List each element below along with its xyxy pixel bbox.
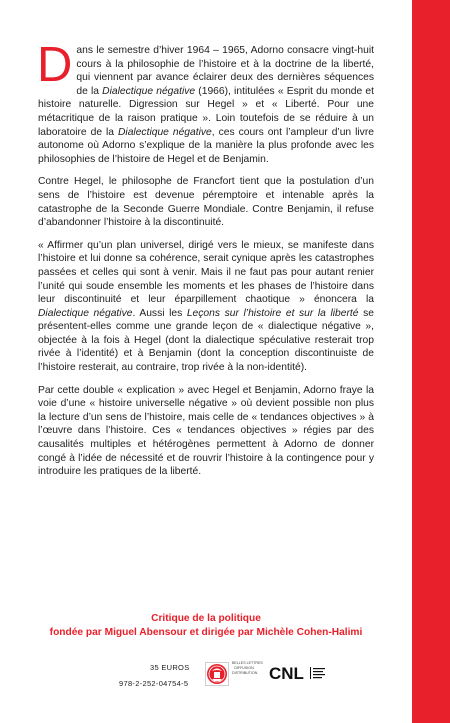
publisher-seal-icon	[205, 662, 229, 686]
collection-credit	[0, 612, 412, 640]
blurb-text	[37, 38, 374, 488]
paragraph-3: « Affirmer qu’un plan universel, dirigé vers le mieux, se manifeste dans l’histoire et lui donne sa cohérence, serait cynique après les catastrophes passées et celles qui sont à venir. Mais il ne faut pas pour autant renier l’unité qui soude ensemble les moments et les phases de l’histoire dans leur discontinuité et leur éparpillement chaotique » énoncera la Dialectique négative. Aussi les Leçons sur l’histoire et sur la liberté se présentent-elles comme une grande leçon de « dialectique négative », objectée à la fois à Hegel (dont la dialectique spéculative resterait trop rivée à l’identité) et à Benjamin (dont la conception discontinuiste de l’histoire resterait, au contraire, trop rivée à la non-identité).	[38, 239, 374, 374]
paragraph-1: Dans le semestre d’hiver 1964 – 1965, Adorno consacre vingt-huit cours à la philosophie de l’histoire et à la doctrine de la liberté, qui viennent par avance éclairer deux des dernières séquences de la Dialectique négative (1966), intitulées « Esprit du monde et histoire naturelle. Digression sur Hegel » et « Liberté. Pour une métacritique de la raison pratique ». Loin toutefois de se réduire à un laboratoire de la Dialectique négative, ces cours ont l’ampleur d’un livre autonome où Adorno s’explique de la manière la plus profonde avec les philosophies de l’histoire de Hegel et de Benjamin.	[37, 38, 374, 165]
collection-title: Critique de la politique	[151, 613, 261, 624]
paragraph-2: Contre Hegel, le philosophe de Francfort tient que la postulation d’un sens de l’histoire est devenue péremptoire et intenable après la catastrophe de la Seconde Guerre Mondiale. Contre Benjamin, il refuse d’abandonner l’histoire à la discontinuité.	[38, 176, 374, 229]
collection-editors: fondée par Miguel Abensour et dirigée par Michèle Cohen-Halimi	[49, 627, 363, 638]
isbn: 978-2-252-04754-5	[119, 679, 189, 688]
drop-cap: D	[37, 38, 73, 92]
svg-text:CNL: CNL	[269, 664, 304, 683]
distributor-mark: BELLES LETTRES DIFFUSION DISTRIBUTION	[232, 661, 263, 675]
paragraph-4: Par cette double « explication » avec Hegel et Benjamin, Adorno fraye la voie d’une « histoire universelle négative » où devient possible non plus la lecture d’un sens de l’histoire, mais celle de « tendances objectives » à l’œuvre dans l’histoire. Ces « tendances objectives » régies par des causalités multiples et hétérogènes permettent à Adorno de donner congé à l’idée de nécessité et de rouvrir l’histoire à la contingence pour y introduire les pratiques de la liberté.	[38, 384, 374, 478]
red-side-band	[412, 0, 450, 723]
cnl-logo	[268, 663, 328, 683]
price: 35 EUROS	[150, 663, 190, 672]
